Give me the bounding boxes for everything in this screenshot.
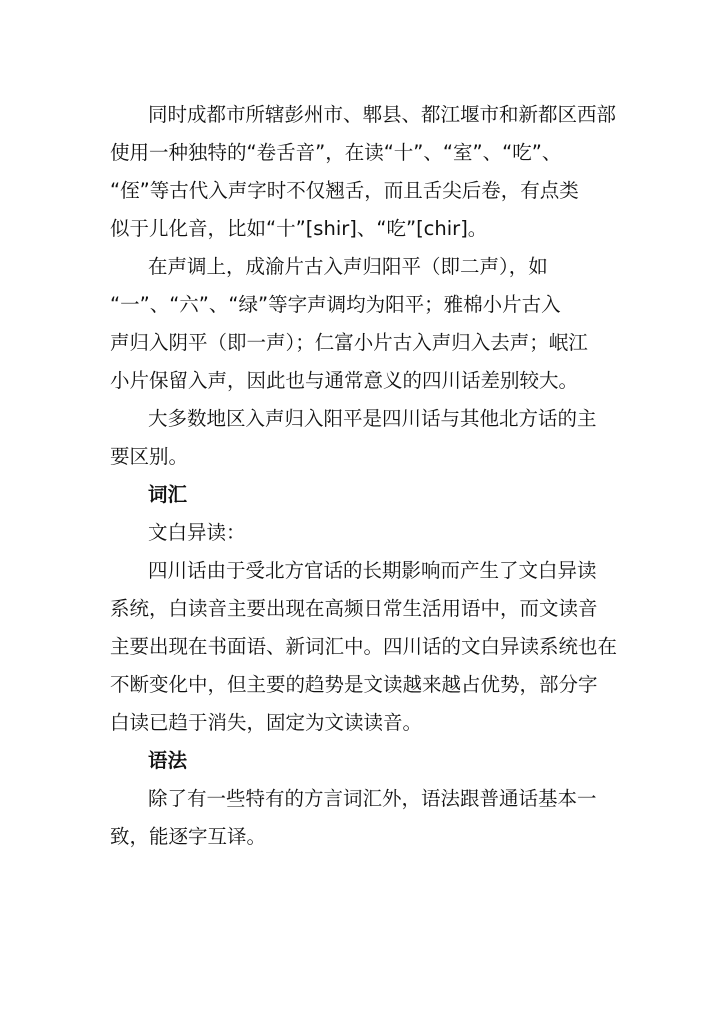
paragraph-3-line-2: 要区别。 [110,445,189,468]
paragraph-4-line-3: 主要出现在书面语、新词汇中。四川话的文白异读系统也在 [110,635,618,658]
paragraph-1-line-3: “侄”等古代入声字时不仅翘舌，而且舌尖后卷，有点类 [110,179,579,202]
paragraph-1-line-2: 使用一种独特的“卷舌音”，在读“十”、“室”、“吃”、 [110,141,562,164]
paragraph-5-line-2: 致，能逐字互译。 [110,825,267,848]
paragraph-2-line-1: 在声调上，成渝片古入声归阳平（即二声），如 [148,255,548,278]
paragraph-4-line-2: 系统，白读音主要出现在高频日常生活用语中，而文读音 [110,597,598,620]
section-heading-grammar: 语法 [148,749,188,772]
paragraph-4-line-5: 白读已趋于消失，固定为文读读音。 [110,711,423,734]
paragraph-4-line-1: 四川话由于受北方官话的长期影响而产生了文白异读 [148,559,597,582]
subheading-literary-colloquial: 文白异读： [148,521,246,544]
paragraph-2-line-4: 小片保留入声，因此也与通常意义的四川话差别较大。 [110,369,579,392]
paragraph-1-line-4: 似于儿化音，比如“十”[shir]、“吃”[chir]。 [110,217,488,240]
paragraph-1-line-1: 同时成都市所辖彭州市、郫县、都江堰市和新都区西部 [148,103,617,126]
paragraph-2-line-2: “一”、“六”、“绿”等字声调均为阳平；雅棉小片古入 [110,293,561,316]
paragraph-2-line-3: 声归入阴平（即一声）；仁富小片古入声归入去声；岷江 [110,331,588,354]
paragraph-4-line-4: 不断变化中，但主要的趋势是文读越来越占优势，部分字 [110,673,598,696]
paragraph-3-line-1: 大多数地区入声归入阳平是四川话与其他北方话的主 [148,407,597,430]
paragraph-5-line-1: 除了有一些特有的方言词汇外，语法跟普通话基本一 [148,787,597,810]
section-heading-vocabulary: 词汇 [148,483,188,506]
